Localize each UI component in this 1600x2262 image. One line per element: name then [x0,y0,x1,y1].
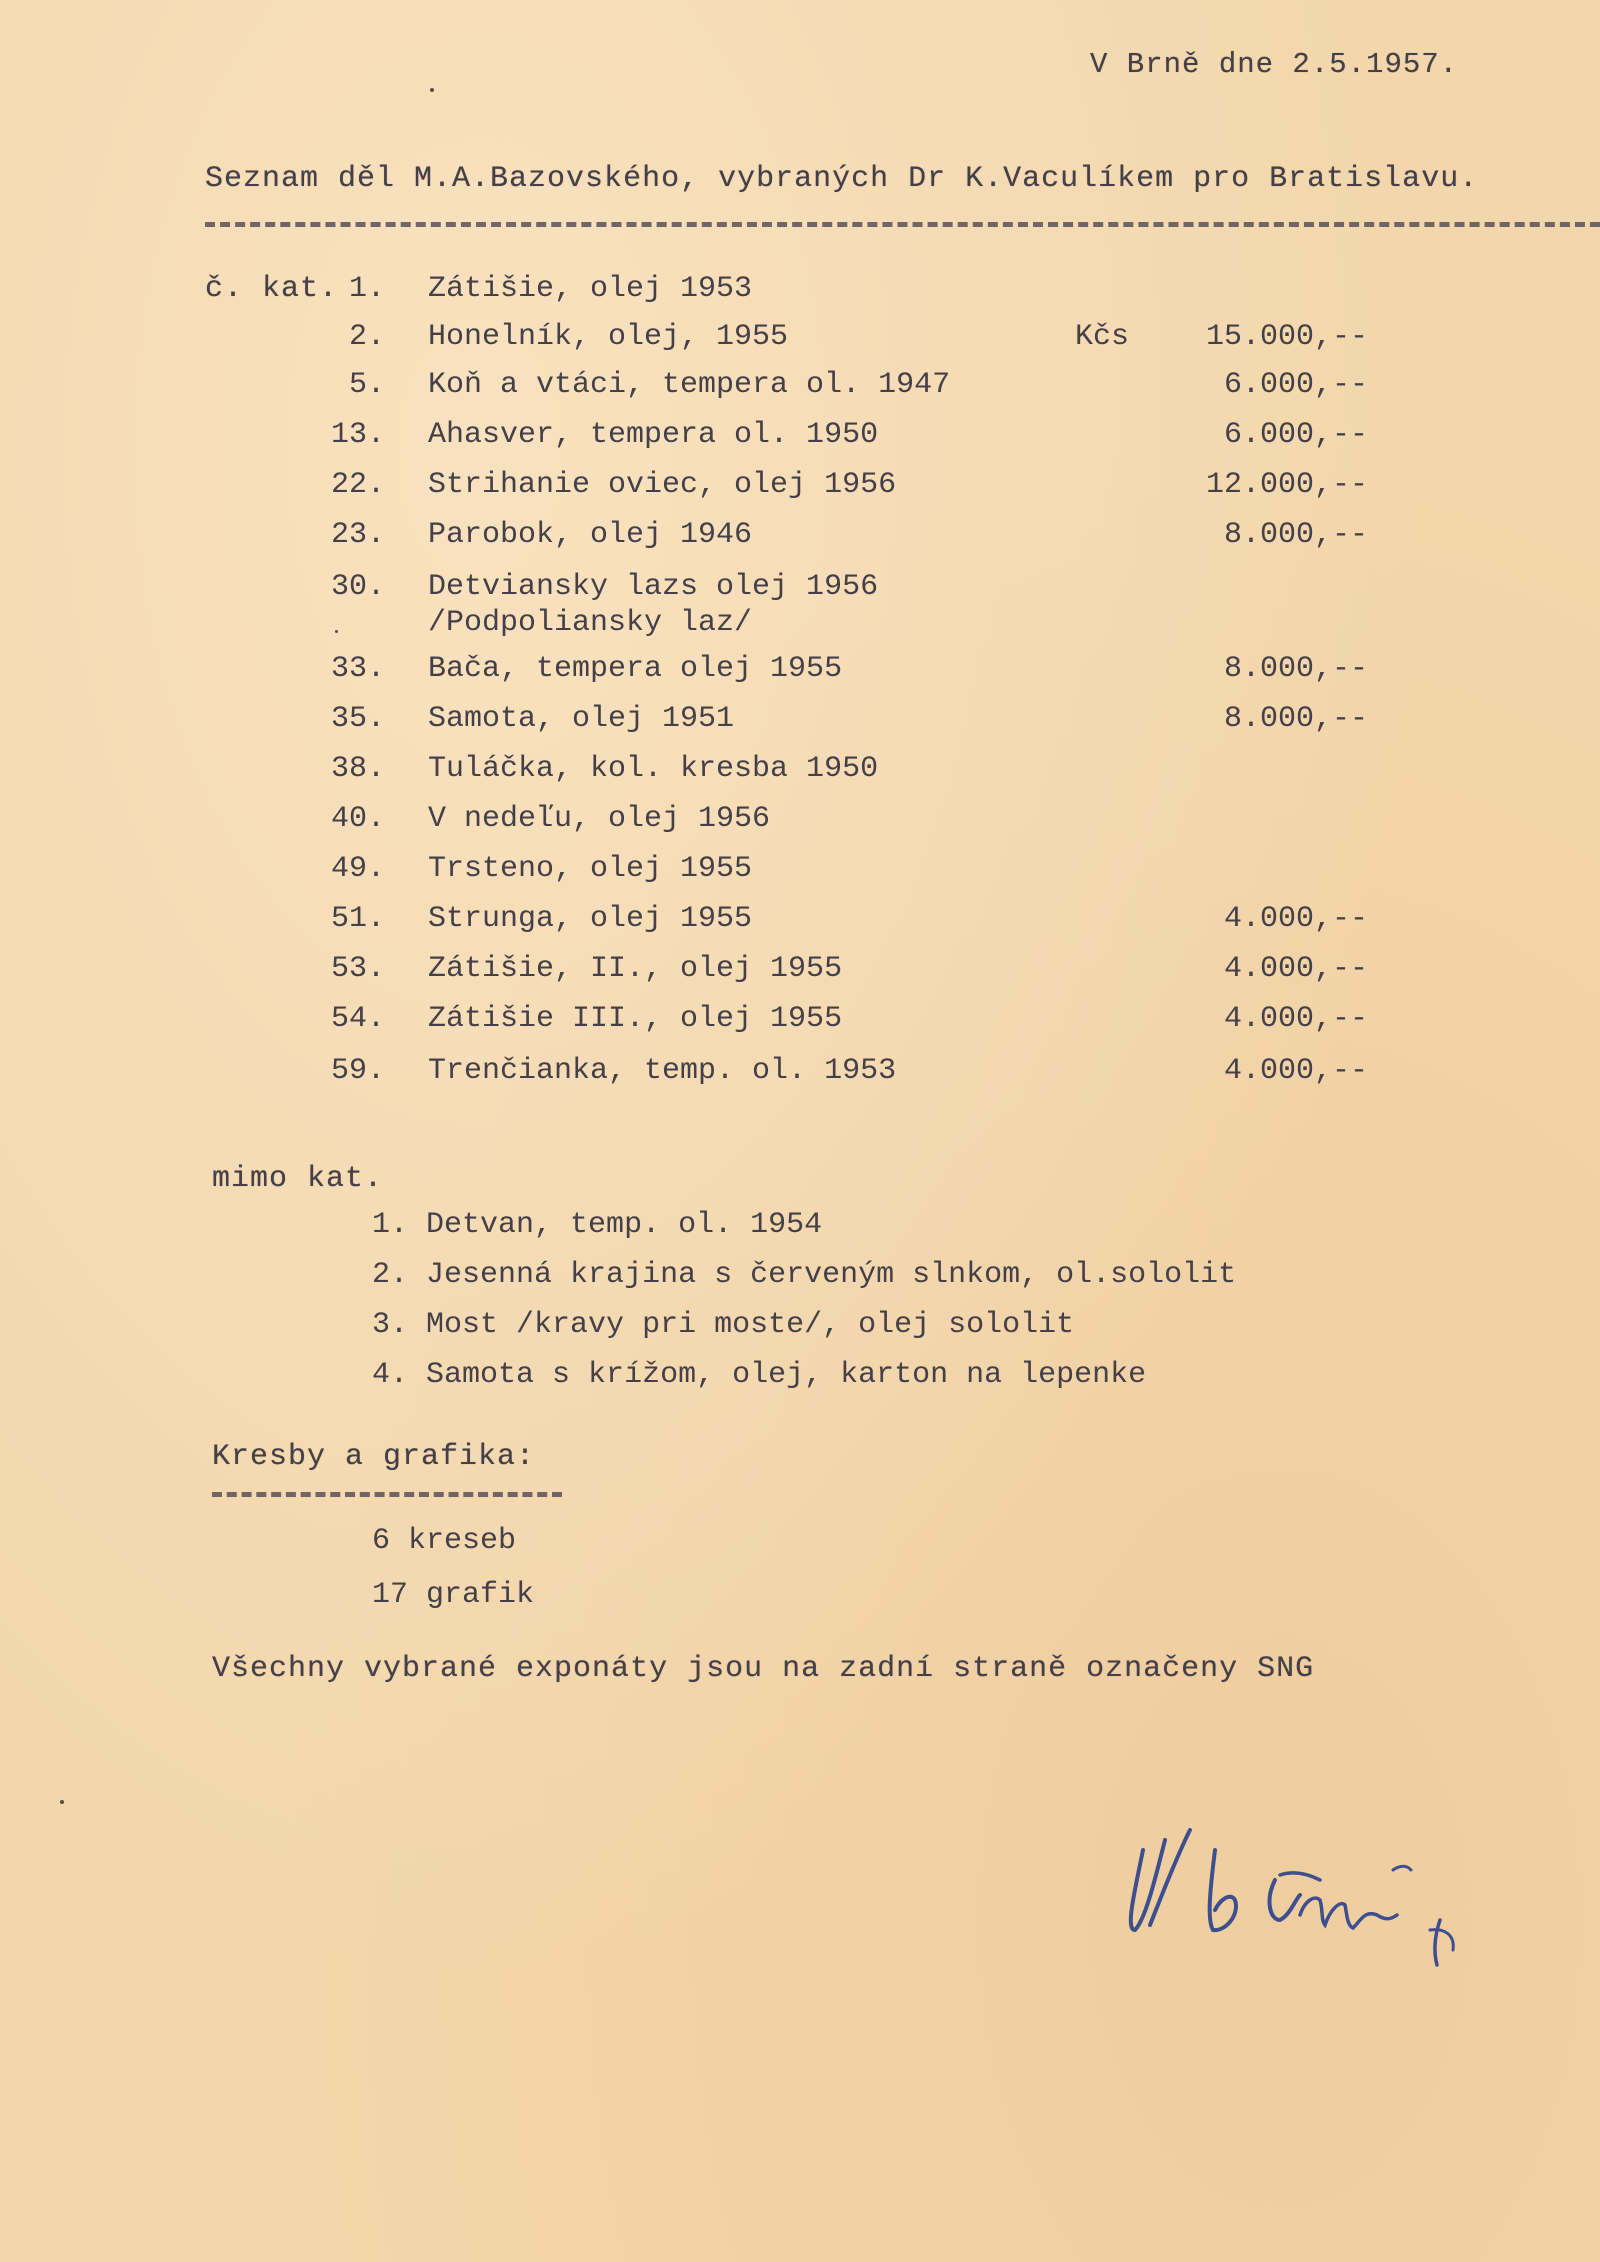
item-title: Zátišie III., olej 1955 [428,1002,843,1036]
document-title: Seznam děl M.A.Bazovského, vybraných Dr K.Vaculíkem pro Bratislavu. [205,162,1479,196]
item-number: 53. [330,952,385,986]
catalogue-item [0,418,1600,458]
item-title: Bača, tempera olej 1955 [428,652,843,686]
extra-item [372,1208,822,1242]
extra-item-title: Jesenná krajina s červeným slnkom, ol.sololit [426,1258,1237,1292]
item-title: Trsteno, olej 1955 [428,852,753,886]
catalogue-item [0,852,1600,892]
item-number: 13. [330,418,385,452]
item-title: Koň a vtáci, tempera ol. 1947 [428,368,951,402]
item-title: Strunga, olej 1955 [428,902,753,936]
item-title: Parobok, olej 1946 [428,518,753,552]
item-title: Trenčianka, temp. ol. 1953 [428,1054,897,1088]
extra-item [372,1358,1146,1392]
date-line: V Brně dne 2.5.1957. [1090,48,1459,81]
drawings-section-label: Kresby a grafika: [212,1440,536,1474]
item-number: 54. [330,1002,385,1036]
handwritten-signature [1115,1820,1485,1990]
item-number: 38. [330,752,385,786]
paper-speck [430,88,434,92]
catalogue-item [0,652,1600,692]
drawings-item: 17 grafik [372,1578,535,1612]
catalogue-item [0,902,1600,942]
item-price: 4.000,-- [1223,902,1368,936]
catalogue-item [0,518,1600,558]
catalogue-item [0,752,1600,792]
item-price: 6.000,-- [1223,368,1368,402]
extra-item-title: Samota s krížom, olej, karton na lepenke [426,1358,1147,1392]
catalogue-item [0,1002,1600,1042]
item-title: Samota, olej 1951 [428,702,735,736]
paper-speck [335,630,338,633]
item-title: Detviansky lazs olej 1956 [428,570,879,604]
catalogue-item [0,952,1600,992]
catalogue-item [0,368,1600,408]
extra-item-number: 4. [372,1358,409,1392]
item-title: V nedeľu, olej 1956 [428,802,771,836]
item-title: Zátišie, olej 1953 [428,272,753,306]
item-number: 49. [330,852,385,886]
footer-note: Všechny vybrané exponáty jsou na zadní straně označeny SNG [212,1652,1315,1686]
catalogue-item [0,1054,1600,1094]
item-price: 8.000,-- [1223,702,1368,736]
paper-speck [60,1800,64,1804]
currency-label: Kčs [1075,320,1130,354]
item-price: 4.000,-- [1223,1002,1368,1036]
item-price: 4.000,-- [1223,952,1368,986]
extra-item-title: Detvan, temp. ol. 1954 [426,1208,823,1242]
item-title: Tuláčka, kol. kresba 1950 [428,752,879,786]
catalogue-item [0,272,1600,312]
item-title: Zátišie, II., olej 1955 [428,952,843,986]
catalogue-item [0,702,1600,742]
extra-item-number: 2. [372,1258,409,1292]
item-number: 22. [330,468,385,502]
item-number: 59. [330,1054,385,1088]
item-number: 1. [348,272,385,306]
item-price: 12.000,-- [1205,468,1368,502]
item-title: Honelník, olej, 1955 [428,320,789,354]
extra-item-title: Most /kravy pri moste/, olej sololit [426,1308,1075,1342]
item-number: 23. [330,518,385,552]
item-price: 15.000,-- [1205,320,1368,354]
item-number: 33. [330,652,385,686]
item-number: 35. [330,702,385,736]
item-price: 8.000,-- [1223,652,1368,686]
catalogue-item [0,468,1600,508]
drawings-item: 6 kreseb [372,1524,517,1558]
item-number: 30. [330,570,385,604]
item-price: 4.000,-- [1223,1054,1368,1088]
extra-item-number: 3. [372,1308,409,1342]
drawings-underline [212,1492,562,1497]
extra-item-number: 1. [372,1208,409,1242]
catalogue-prefix: č. kat. [205,272,339,306]
item-price: 8.000,-- [1223,518,1368,552]
item-number: 2. [348,320,385,354]
item-subtitle: /Podpoliansky laz/ [428,606,753,640]
title-underline [205,222,1600,227]
item-title: Ahasver, tempera ol. 1950 [428,418,879,452]
extra-section-label: mimo kat. [212,1162,384,1196]
item-price: 6.000,-- [1223,418,1368,452]
item-title: Strihanie oviec, olej 1956 [428,468,897,502]
catalogue-item [0,320,1600,360]
item-number: 51. [330,902,385,936]
catalogue-item [0,570,1600,650]
catalogue-item [0,802,1600,842]
extra-item [372,1308,1074,1342]
item-number: 40. [330,802,385,836]
item-number: 5. [348,368,385,402]
extra-item [372,1258,1236,1292]
